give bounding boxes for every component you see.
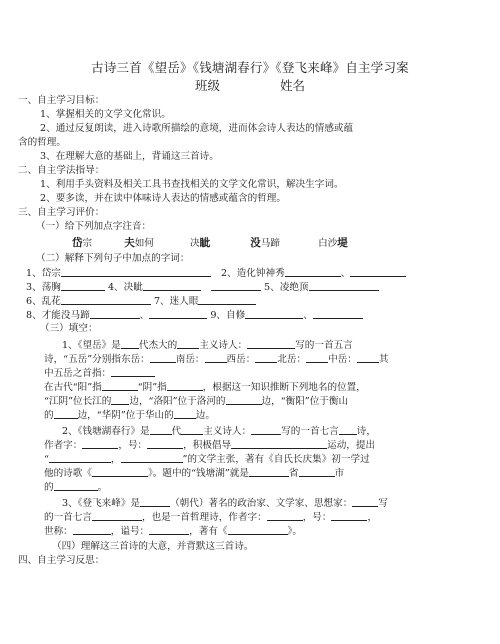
answer-blank[interactable] [49, 452, 111, 463]
answer-blank[interactable] [357, 352, 379, 363]
answer-blank[interactable] [92, 466, 148, 477]
section1-heading: 一、自主学习目标： [18, 95, 105, 106]
answer-blank[interactable] [331, 510, 367, 521]
fill2-line2: 作者字： ，号： ，积极倡导 运动，提出 [44, 440, 376, 451]
part1-heading: （一）给下列加点字注音： [36, 221, 152, 232]
fill1-line6: 的 边，“华阴”位于华山的 边。 [44, 410, 215, 421]
answer-blank[interactable] [54, 408, 78, 419]
answer-blank[interactable] [231, 438, 327, 449]
answer-blank[interactable] [255, 352, 277, 363]
answer-blank[interactable] [205, 352, 227, 363]
answer-blank[interactable] [149, 308, 207, 319]
answer-blank[interactable] [82, 438, 118, 449]
answer-blank[interactable] [181, 424, 203, 435]
page-title: 古诗三首《望岳》《钱塘湖春行》《登飞来峰》自主学习案 [91, 60, 409, 75]
goal-3: 3、在理解大意的基础上，背诵这三首诗。 [40, 151, 219, 162]
word-row-4: 8、才能没马蹄 、 9、自修 、 [26, 308, 363, 323]
class-name-row [0, 76, 500, 94]
answer-blank[interactable] [54, 480, 98, 491]
answer-blank[interactable] [251, 424, 281, 435]
fill2-line5: 的 。 [44, 482, 108, 493]
answer-blank[interactable] [211, 280, 261, 291]
char-jue: 决 [190, 238, 200, 249]
goal-2-line2: 含的哲理。 [18, 137, 66, 148]
answer-blank[interactable] [149, 524, 189, 535]
fill2-line4: 他的诗歌《 》。题中的“钱塘湖”就是 省 市 [44, 468, 345, 479]
answer-blank[interactable] [143, 280, 201, 291]
section3-heading: 三、自主学习评价： [18, 207, 105, 218]
answer-blank[interactable] [247, 338, 295, 349]
answer-blank[interactable] [61, 294, 151, 305]
fill1-line1: 1、《望岳》是 代杰大的 主义诗人： 写的一首五言 [62, 340, 353, 351]
answer-blank[interactable] [299, 466, 335, 477]
fill1-line2: 诗，“五岳”分别指东岳： 南岳： 西岳： 北岳： 中岳： 其 [44, 354, 389, 365]
answer-blank[interactable] [90, 308, 140, 319]
answer-blank[interactable] [61, 266, 211, 277]
goal-1: 1、掌握相关的文学文化常识。 [40, 109, 171, 120]
answer-blank[interactable] [150, 352, 176, 363]
pinyin-chars-row: 岱宗 夫如何 决眦 没马蹄 白沙堤 [72, 237, 348, 249]
answer-blank[interactable] [140, 496, 170, 507]
section2-heading: 二、自主学法指导： [18, 165, 105, 176]
answer-blank[interactable] [350, 266, 406, 277]
answer-blank[interactable] [228, 524, 288, 535]
answer-blank[interactable] [111, 366, 155, 377]
answer-blank[interactable] [245, 308, 303, 319]
char-fu: 夫 [124, 237, 135, 249]
answer-blank[interactable] [352, 496, 378, 507]
fill1-line5: “江阴”位长江的 边，“洛阳”位于洛河的 边，“衡阳”位于衡山 [44, 396, 349, 407]
word-row-3: 6、乱花 7、迷人眼 [26, 294, 256, 309]
fill3-line1: 3、《登飞来峰》是 （朝代）著名的政治家、文学家、思想家： 写 [62, 498, 388, 509]
fill1-line4: 在古代“阳”指 “阴”指 ，根据这一知识推断下列地名的位置， [44, 382, 366, 393]
part4-heading: （四）理解这三首诗的大意，并背默这三首诗。 [52, 541, 254, 552]
class-label: 班级 [194, 78, 220, 93]
word-row-2: 3、荡胸 4、决眦 5、凌绝顶 [26, 280, 379, 295]
answer-blank[interactable] [150, 424, 172, 435]
answer-blank[interactable] [73, 524, 111, 535]
char-mo: 没 [250, 237, 261, 249]
answer-blank[interactable] [121, 452, 183, 463]
answer-blank[interactable] [61, 280, 105, 291]
fill3-line2: 的一首七言 ，也是一首哲理诗，作者字： ，号： ， [44, 512, 378, 523]
fill1-line3: 中五岳之首指： [44, 366, 155, 381]
answer-blank[interactable] [309, 280, 379, 291]
name-label: 姓名 [279, 78, 305, 93]
answer-blank[interactable] [92, 510, 142, 521]
part3-heading: （三）填空： [40, 323, 98, 334]
word-row-1: 1、岱宗 2、造化钟神秀 、 [26, 266, 406, 281]
answer-blank[interactable] [174, 408, 196, 419]
answer-blank[interactable] [306, 352, 328, 363]
answer-blank[interactable] [313, 308, 363, 319]
goal-2-line1: 2、通过反复朗读，进入诗歌所描绘的意境，进而体会诗人表达的情感或蕴 [40, 123, 354, 134]
section4-heading: 四、自主学习反思： [18, 555, 105, 566]
answer-blank[interactable] [177, 338, 199, 349]
char-dai: 岱 [72, 237, 83, 249]
fill2-line1: 2、《钱塘湖春行》是 代 主义诗人： 写的一首七言 诗， [62, 426, 376, 437]
answer-blank[interactable] [167, 380, 203, 391]
answer-blank[interactable] [267, 510, 303, 521]
answer-blank[interactable] [285, 266, 341, 277]
answer-blank[interactable] [121, 338, 139, 349]
method-1: 1、利用手头资料及相关工具书查找相关的文学文化常识，解决生字词。 [40, 179, 344, 190]
answer-blank[interactable] [339, 424, 357, 435]
answer-blank[interactable] [249, 466, 289, 477]
char-di: 堤 [337, 237, 348, 249]
char-zi: 眦 [199, 237, 211, 249]
fill2-line3: “ ， ”的文学主张，著有《自氏长庆集》初一学过 [44, 454, 370, 465]
answer-blank[interactable] [111, 394, 129, 405]
part2-heading: （二）解释下列句子中加点的字词： [36, 253, 190, 264]
answer-blank[interactable] [198, 294, 256, 305]
answer-blank[interactable] [147, 438, 183, 449]
answer-blank[interactable] [102, 380, 138, 391]
answer-blank[interactable] [226, 394, 262, 405]
method-2: 2、要多读，并在读中体味诗人表达的情感或蕴含的哲理。 [40, 193, 286, 204]
fill3-line3: 世称： ，谥号： ，著有《 》。 [44, 526, 302, 537]
